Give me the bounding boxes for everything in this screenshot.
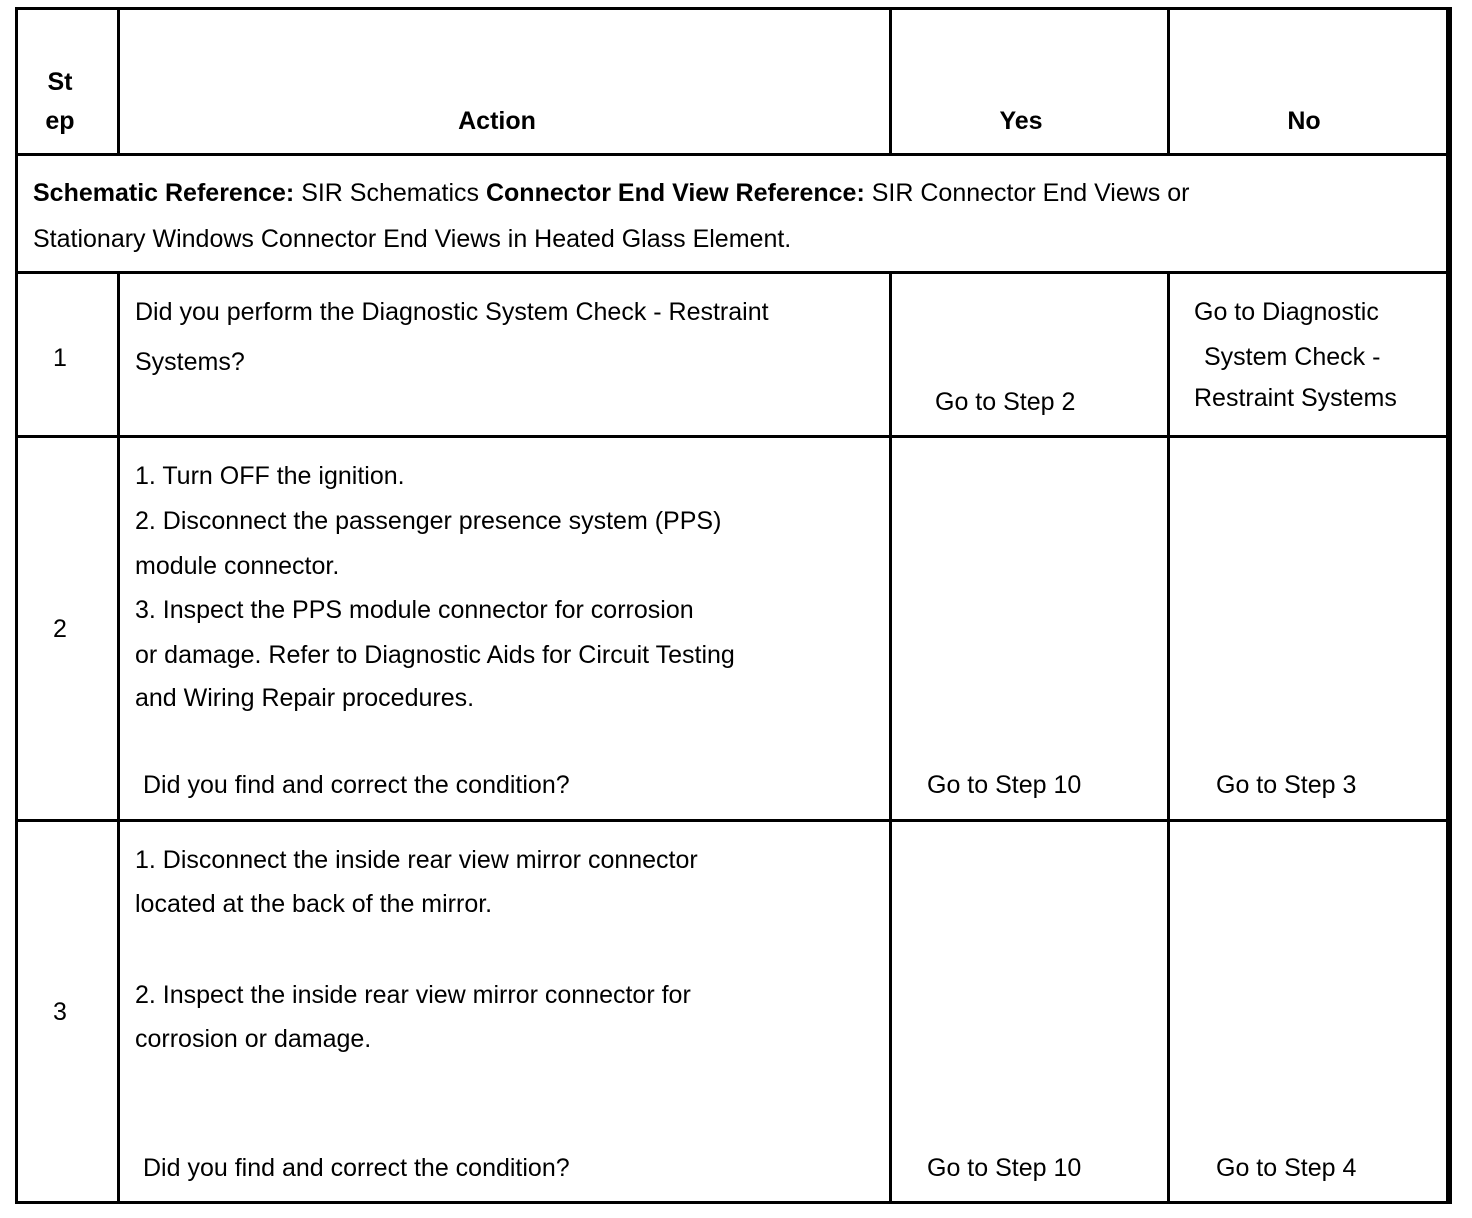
step-number: 3 bbox=[53, 998, 67, 1026]
header-yes: Yes bbox=[999, 107, 1043, 135]
header-action: Action bbox=[458, 107, 536, 135]
action-line: 3. Inspect the PPS module connector for corrosion bbox=[135, 596, 694, 624]
action-line: located at the back of the mirror. bbox=[135, 890, 493, 918]
action-line: Systems? bbox=[135, 348, 245, 376]
connector-reference-label: Connector End View Reference: bbox=[485, 179, 865, 207]
yes-result: Go to Step 2 bbox=[935, 388, 1076, 416]
row-divider-header bbox=[15, 153, 1452, 156]
column-divider-step bbox=[117, 272, 120, 1204]
no-result: Go to Step 3 bbox=[1216, 771, 1357, 799]
action-line: Did you perform the Diagnostic System Check - Restraint bbox=[135, 298, 769, 326]
yes-result: Go to Step 10 bbox=[927, 1154, 1082, 1182]
action-line: 1. Turn OFF the ignition. bbox=[135, 462, 405, 490]
no-result-line: System Check - bbox=[1204, 343, 1381, 371]
reference-line-2: Stationary Windows Connector End Views in Heated Glass Element. bbox=[33, 225, 792, 253]
yes-result: Go to Step 10 bbox=[927, 771, 1082, 799]
column-divider-yes bbox=[1167, 272, 1170, 1204]
connector-reference-value: SIR Connector End Views or bbox=[871, 179, 1190, 207]
row-divider-step-2 bbox=[15, 819, 1452, 822]
row-divider-reference bbox=[15, 271, 1452, 274]
question: Did you find and correct the condition? bbox=[143, 771, 570, 799]
column-divider-action bbox=[889, 272, 892, 1204]
header-no: No bbox=[1287, 107, 1321, 135]
action-line: 2. Disconnect the passenger presence system (PPS) bbox=[135, 507, 722, 535]
question: Did you find and correct the condition? bbox=[143, 1154, 570, 1182]
no-result: Go to Step 4 bbox=[1216, 1154, 1357, 1182]
header-step-label: St ep bbox=[45, 68, 75, 135]
action-line: module connector. bbox=[135, 552, 340, 580]
row-divider-step-1 bbox=[15, 435, 1452, 438]
action-line: or damage. Refer to Diagnostic Aids for Circuit Testing bbox=[135, 641, 735, 669]
step-number: 2 bbox=[53, 615, 67, 643]
right-edge-line bbox=[1446, 7, 1449, 1204]
action-line: corrosion or damage. bbox=[135, 1025, 372, 1053]
action-line: and Wiring Repair procedures. bbox=[135, 684, 475, 712]
no-result-line: Go to Diagnostic bbox=[1194, 298, 1379, 326]
schematic-reference-value: SIR Schematics bbox=[301, 179, 480, 207]
schematic-reference-label: Schematic Reference: bbox=[33, 179, 295, 207]
action-line: 2. Inspect the inside rear view mirror connector for bbox=[135, 981, 691, 1009]
no-result-line: Restraint Systems bbox=[1194, 384, 1397, 412]
action-line: 1. Disconnect the inside rear view mirror connector bbox=[135, 846, 698, 874]
step-number: 1 bbox=[53, 344, 67, 372]
reference-line-1 bbox=[33, 178, 1189, 208]
